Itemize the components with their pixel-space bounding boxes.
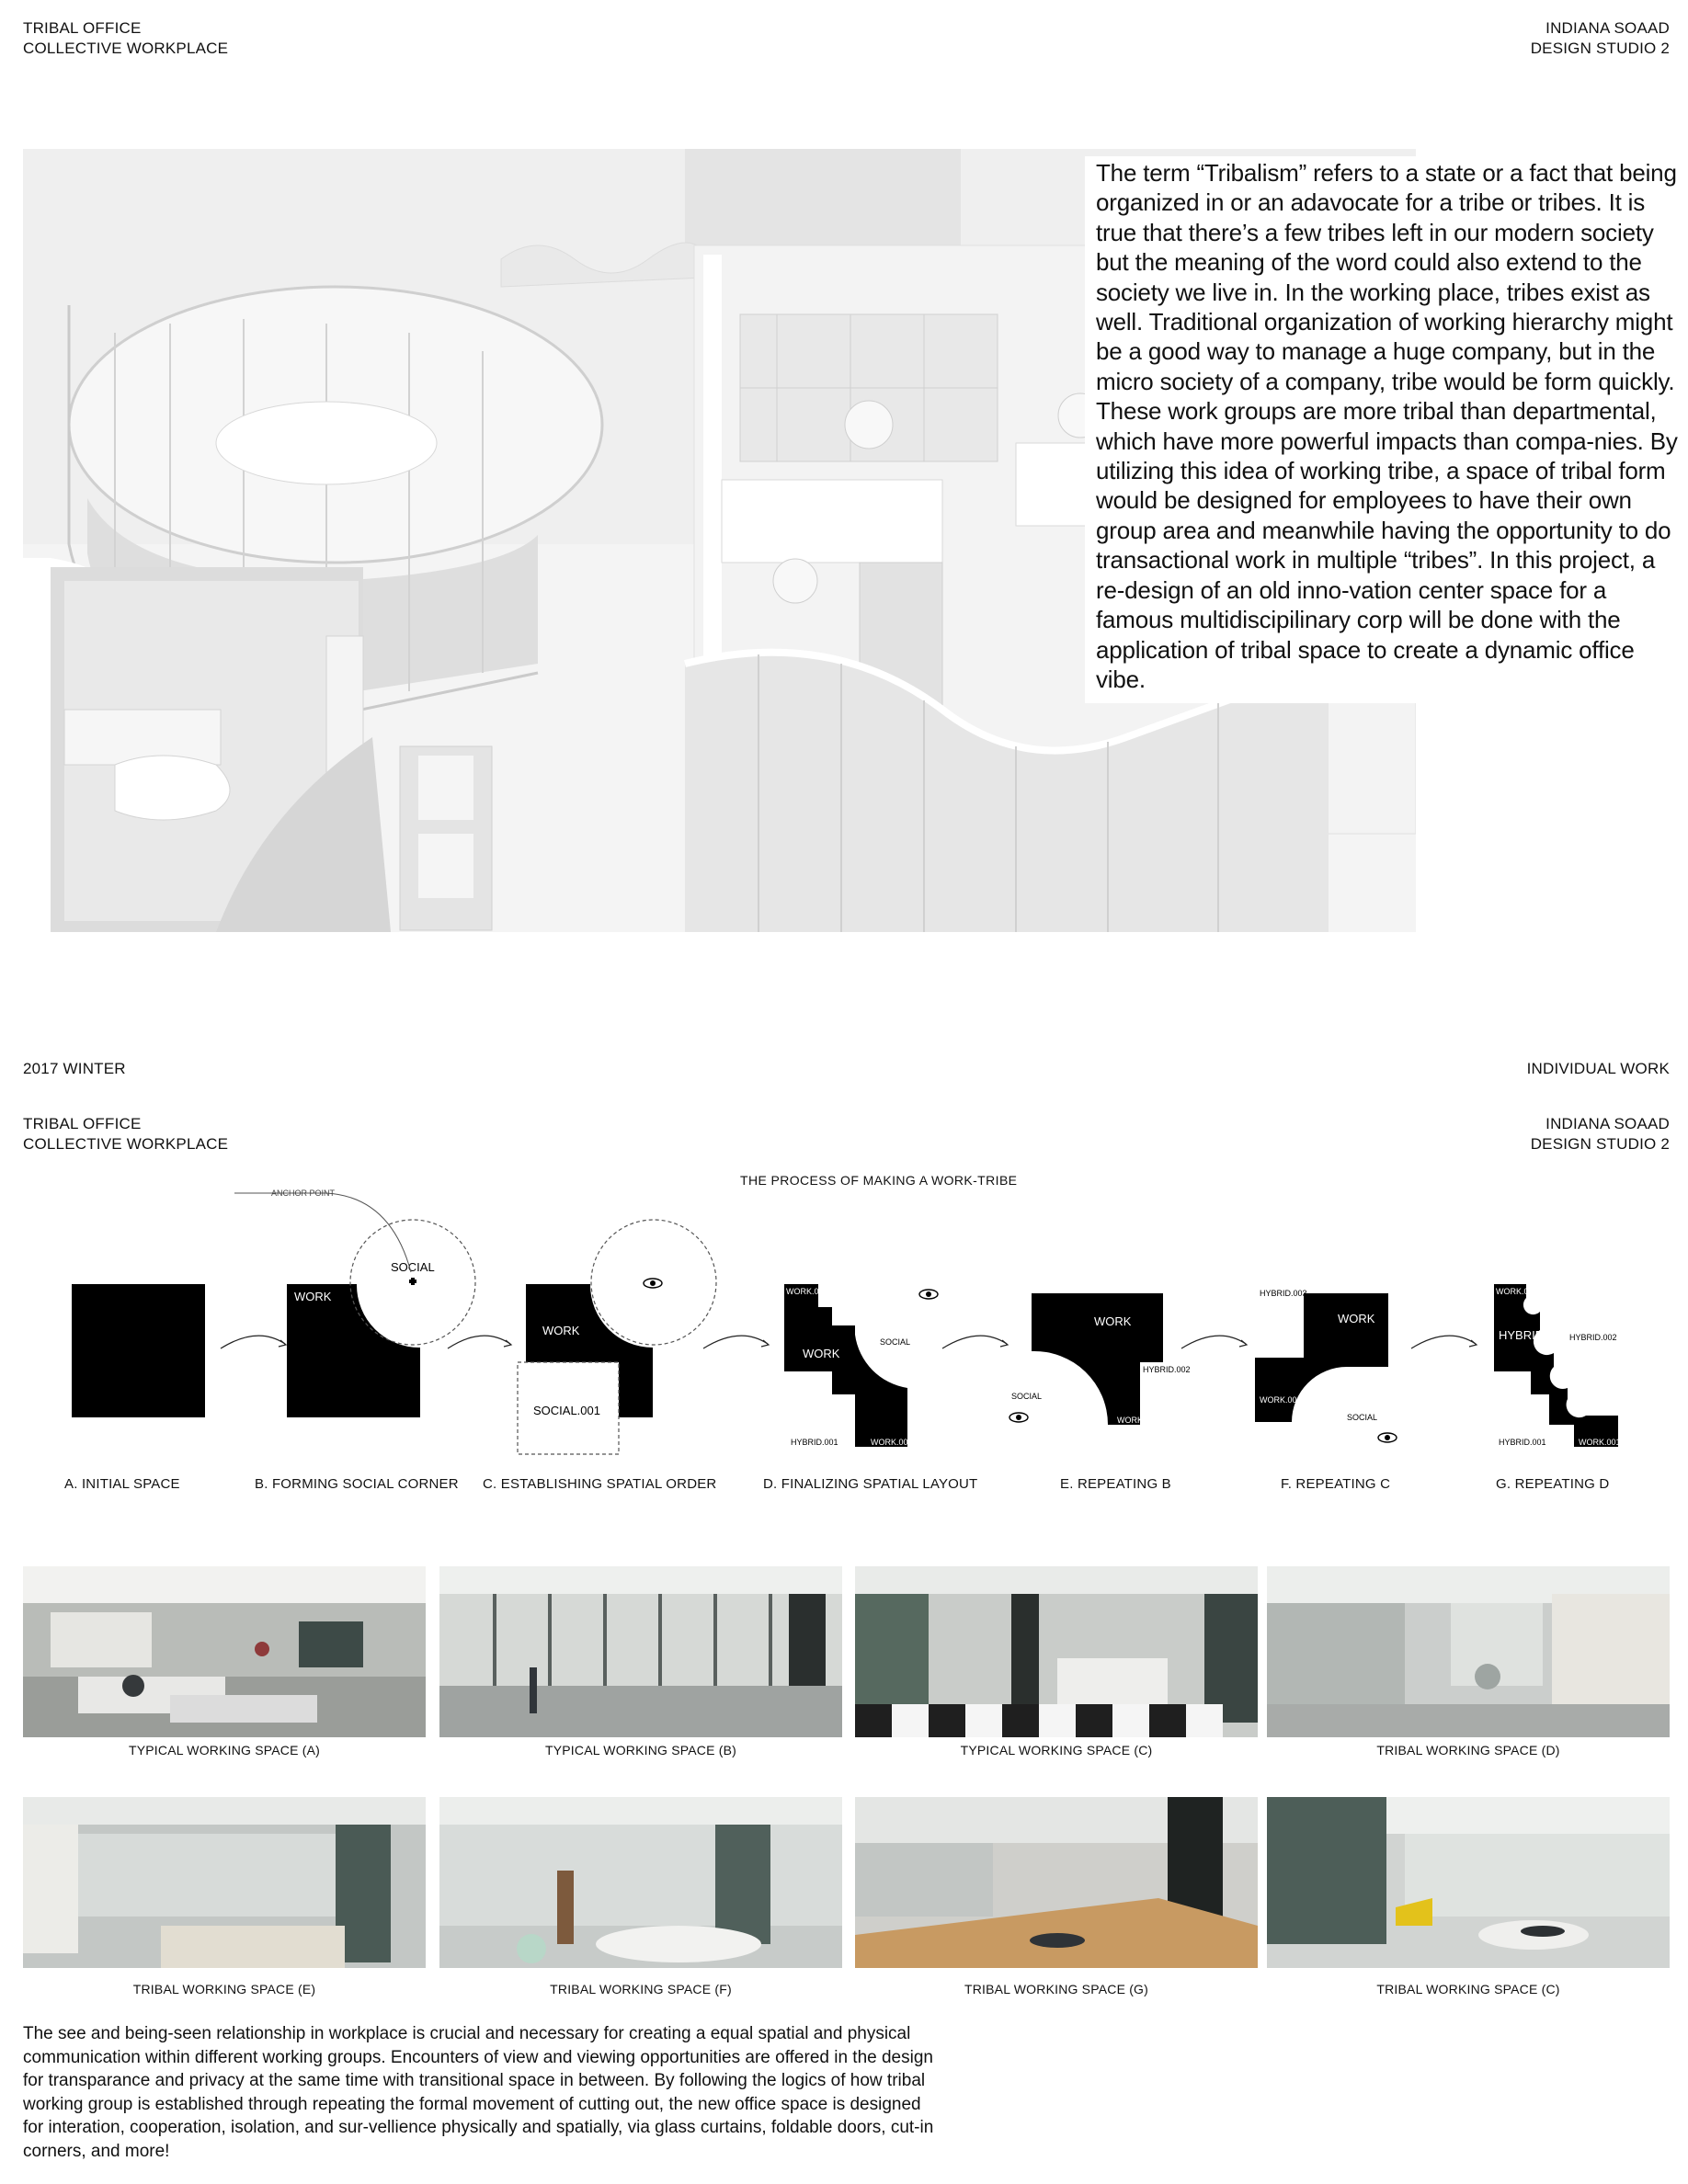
step-label-d: D. FINALIZING SPATIAL LAYOUT [763, 1476, 978, 1492]
photo-tribal-e [23, 1797, 426, 1968]
render-image [23, 1566, 426, 1737]
arrow-e-f [1181, 1336, 1246, 1348]
process-title: THE PROCESS OF MAKING A WORK-TRIBE [740, 1173, 1018, 1188]
label-work-002-g: WORK.002 [1496, 1287, 1538, 1296]
label-work-c: WORK [542, 1324, 580, 1337]
render-image [855, 1566, 1258, 1737]
caption-tribal-g: TRIBAL WORKING SPACE (G) [964, 1982, 1149, 1996]
caption-typical-c: TYPICAL WORKING SPACE (C) [960, 1743, 1153, 1757]
season-label: 2017 WINTER [23, 1060, 126, 1077]
arrow-c-d [703, 1336, 768, 1348]
photo-typical-b [439, 1566, 842, 1737]
step-label-f: F. REPEATING C [1281, 1476, 1391, 1492]
label-work-e: WORK [1094, 1314, 1132, 1328]
label-social-e: SOCIAL [1011, 1392, 1043, 1401]
render-image [1267, 1797, 1670, 1968]
arrow-f-g [1411, 1336, 1476, 1348]
photo-tribal-d [1267, 1566, 1670, 1737]
caption-tribal-d: TRIBAL WORKING SPACE (D) [1376, 1743, 1560, 1757]
label-work-f: WORK [1338, 1312, 1375, 1325]
label-hybrid-001-g: HYBRID.001 [1499, 1438, 1546, 1447]
photo-tribal-g [855, 1797, 1258, 1968]
step-e-diagram [1009, 1293, 1191, 1425]
step-label-b: B. FORMING SOCIAL CORNER [255, 1476, 459, 1492]
photo-typical-a [23, 1566, 426, 1737]
label-hybrid-g: HYBRID [1499, 1328, 1545, 1342]
process-diagram-svg [23, 1178, 1669, 1473]
label-social-f: SOCIAL [1347, 1413, 1378, 1422]
label-hybrid-002-g: HYBRID.002 [1569, 1333, 1617, 1342]
step-g-diagram [1494, 1284, 1621, 1447]
work-type-label: INDIVIDUAL WORK [1526, 1060, 1670, 1077]
step-label-g: G. REPEATING D [1496, 1476, 1610, 1492]
header-right [1531, 18, 1670, 59]
caption-tribal-e: TRIBAL WORKING SPACE (E) [132, 1982, 316, 1996]
caption-typical-a: TYPICAL WORKING SPACE (A) [128, 1743, 321, 1757]
arrow-b-c [448, 1336, 510, 1348]
header-right-2 [1531, 1114, 1670, 1155]
project-title-2: TRIBAL OFFICE [23, 1115, 142, 1132]
author-name: INDIANA SOAAD [1545, 19, 1670, 37]
render-image [439, 1797, 842, 1968]
photo-tribal-f [439, 1797, 842, 1968]
step-label-c: C. ESTABLISHING SPATIAL ORDER [483, 1476, 717, 1492]
project-subtitle: COLLECTIVE WORKPLACE [23, 40, 229, 57]
label-work-001-g: WORK.001 [1579, 1438, 1621, 1447]
step-label-a: A. INITIAL SPACE [64, 1476, 180, 1492]
label-work-001-d: WORK.001 [871, 1438, 913, 1447]
render-image [855, 1797, 1258, 1968]
arrow-a-b [221, 1336, 285, 1348]
label-work-004-f: WORK.004 [1260, 1395, 1302, 1405]
header-left [23, 18, 228, 59]
project-title: TRIBAL OFFICE [23, 19, 142, 37]
initial-space-block [72, 1284, 205, 1417]
caption-tribal-f: TRIBAL WORKING SPACE (F) [550, 1982, 732, 1996]
studio-name: DESIGN STUDIO 2 [1530, 40, 1670, 57]
photo-typical-c [855, 1566, 1258, 1737]
project-subtitle-2: COLLECTIVE WORKPLACE [23, 1135, 229, 1153]
step-f-diagram [1255, 1289, 1397, 1442]
render-image [23, 1797, 426, 1968]
header-left-2 [23, 1114, 228, 1155]
anchor-point-label: ANCHOR POINT [271, 1189, 336, 1198]
label-work-001-e: WORK.001 [1117, 1416, 1159, 1425]
label-hybrid-001-d: HYBRID.001 [791, 1438, 838, 1447]
step-d-diagram [784, 1284, 938, 1447]
label-hybrid-002-e: HYBRID.002 [1143, 1365, 1191, 1374]
photo-tribal-c2 [1267, 1797, 1670, 1968]
closing-paragraph: The see and being-seen relationship in workplace is crucial and necessary for creating a equal spatial and physical communication within different working groups. Encounters of view and viewing opportunities are offered in the design for transparance and privacy at the same time with transitional space in between. By following the logics of how tribal working group is established through repeating the formal movement of cutting out, the new office space is designed for interation, cooperation, isolation, and sur-vellience physically and spatially, via glass curtains, foldable doors, cut-in corners, and more! [23, 2024, 934, 2161]
step-label-e: E. REPEATING B [1060, 1476, 1171, 1492]
render-image [439, 1566, 842, 1737]
label-work-d: WORK [803, 1347, 840, 1360]
label-work-b: WORK [294, 1290, 332, 1303]
label-social-d: SOCIAL [880, 1337, 911, 1347]
step-c-diagram [518, 1220, 716, 1454]
label-social-001-c: SOCIAL.001 [533, 1404, 600, 1417]
label-work-002-d: WORK.002 [786, 1287, 828, 1296]
caption-tribal-c2: TRIBAL WORKING SPACE (C) [1376, 1982, 1560, 1996]
author-name-2: INDIANA SOAAD [1545, 1115, 1670, 1132]
render-image [1267, 1566, 1670, 1737]
arrow-d-e [942, 1336, 1007, 1348]
process-diagram [23, 1173, 1669, 1509]
caption-typical-b: TYPICAL WORKING SPACE (B) [544, 1743, 737, 1757]
step-b-diagram [234, 1189, 475, 1417]
label-social-b: SOCIAL [391, 1260, 435, 1274]
label-hybrid-003-f: HYBRID.003 [1260, 1289, 1307, 1298]
intro-paragraph: The term “Tribalism” refers to a state or a fact that being organized in or an adavocate for a tribe or tribes. It is true that there’s a few tribes left in our modern society but the meaning of the word could also extend to the society we live in. In the working place, tribes exist as well. Traditional organization of working hierarchy might be a good way to manage a huge company, but in the micro society of a company, tribe would be form quickly. These work groups are more tribal than departmental, which have more powerful impacts than compa-nies. By utilizing this idea of working tribe, a space of tribal form would be designed for employees to have their own group area and meanwhile having the opportunity to do transactional work in multiple “tribes”. In this project, a re-design of an old inno-vation center space for a famous multidiscipilinary corp will be done with the application of tribal space to create a dynamic office vibe. [1085, 156, 1688, 703]
studio-name-2: DESIGN STUDIO 2 [1530, 1135, 1670, 1153]
